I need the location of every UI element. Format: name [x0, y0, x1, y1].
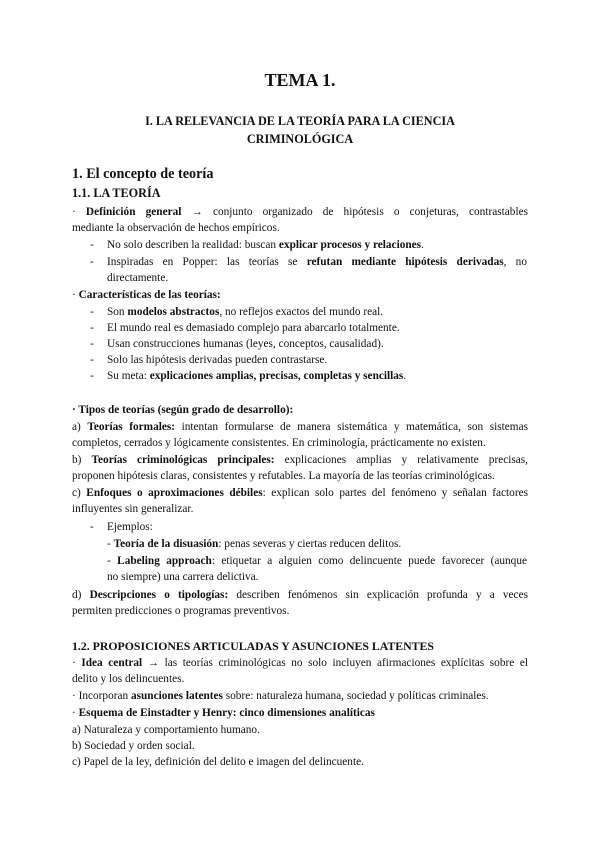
page-title: TEMA 1.	[264, 70, 336, 90]
type-a-line-1: a) Teorías formales: intentan formularse de manera sistemática y matemática, son sistemas	[72, 421, 529, 433]
list-item: Su meta: explicaciones amplias, precisas, completas y sencillas.	[107, 370, 407, 382]
chapter-subtitle-line2: CRIMINOLÓGICA	[246, 132, 354, 146]
type-b-line-1: b) Teorías criminológicas principales: explicaciones amplias y relativamente precisas,	[72, 454, 529, 466]
scheme-item-a: a) Naturaleza y comportamiento humano.	[72, 724, 260, 736]
types-heading: · Tipos de teorías (según grado de desarrollo):	[72, 404, 294, 416]
list-item: Usan construcciones humanas (leyes, conceptos, causalidad).	[107, 338, 384, 350]
central-idea-line-2: delito y los delincuentes.	[72, 673, 185, 685]
list-bullet: -	[90, 239, 94, 251]
type-b-line-2: proponen hipótesis claras, consistentes y refutables. La mayoría de las teorías criminológicas.	[72, 470, 495, 482]
list-item: Solo las hipótesis derivadas pueden contrastarse.	[107, 354, 328, 366]
example-labeling: - Labeling approach: etiquetar a alguien como delincuente puede favorecer (aunque	[107, 555, 527, 567]
section-1-2-heading: 1.2. PROPOSICIONES ARTICULADAS Y ASUNCIONES LATENTES	[72, 639, 434, 653]
list-bullet: -	[90, 370, 94, 382]
definition-line-1: · Definición general → conjunto organizado de hipótesis o conjeturas, contrastables	[72, 206, 528, 218]
list-bullet: -	[90, 338, 94, 350]
list-bullet: -	[90, 521, 94, 533]
list-bullet: -	[90, 256, 94, 268]
section-1-1-heading: 1.1. LA TEORÍA	[72, 186, 161, 200]
type-d-line-2: permiten predicciones o programas preventivos.	[72, 605, 290, 617]
scheme-heading: · Esquema de Einstadter y Henry: cinco dimensiones analíticas	[72, 707, 375, 719]
list-bullet: -	[90, 354, 94, 366]
latent-assumptions-line: · Incorporan asunciones latentes sobre: naturaleza humana, sociedad y políticas criminales.	[72, 690, 489, 702]
examples-label: Ejemplos:	[107, 521, 153, 533]
list-item-continuation: directamente.	[107, 272, 169, 284]
list-bullet: -	[90, 306, 94, 318]
central-idea-line-1: · Idea central → las teorías criminológicas no solo incluyen afirmaciones explícitas sobre el	[72, 657, 528, 669]
scheme-item-b: b) Sociedad y orden social.	[72, 740, 195, 752]
type-c-line-1: c) Enfoques o aproximaciones débiles: explican solo partes del fenómeno y señalan factores	[72, 487, 528, 499]
definition-line-2: mediante la observación de hechos empíricos.	[72, 222, 280, 234]
characteristics-heading: · Características de las teorías:	[72, 289, 221, 301]
list-item: Son modelos abstractos, no reflejos exactos del mundo real.	[107, 306, 384, 318]
example-labeling-continuation: no siempre) una carrera delictiva.	[107, 571, 259, 583]
example-deterrence: - Teoría de la disuasión: penas severas y ciertas reducen delitos.	[107, 538, 402, 550]
list-item: Inspiradas en Popper: las teorías se refutan mediante hipótesis derivadas, no	[107, 256, 527, 268]
section-1-heading: 1. El concepto de teoría	[72, 166, 214, 182]
scheme-item-c: c) Papel de la ley, definición del delito e imagen del delincuente.	[72, 756, 364, 768]
type-d-line-1: d) Descripciones o tipologías: describen fenómenos sin explicación profunda y a veces	[72, 589, 528, 601]
type-a-line-2: completos, cerrados y lógicamente consistentes. En criminología, prácticamente no existen.	[72, 437, 486, 449]
list-item: No solo describen la realidad: buscan explicar procesos y relaciones.	[107, 239, 424, 251]
chapter-subtitle-line1: I. LA RELEVANCIA DE LA TEORÍA PARA LA CIENCIA	[145, 114, 455, 128]
type-c-line-2: influyentes sin generalizar.	[72, 503, 194, 515]
list-item: El mundo real es demasiado complejo para abarcarlo totalmente.	[107, 322, 400, 334]
list-bullet: -	[90, 322, 94, 334]
